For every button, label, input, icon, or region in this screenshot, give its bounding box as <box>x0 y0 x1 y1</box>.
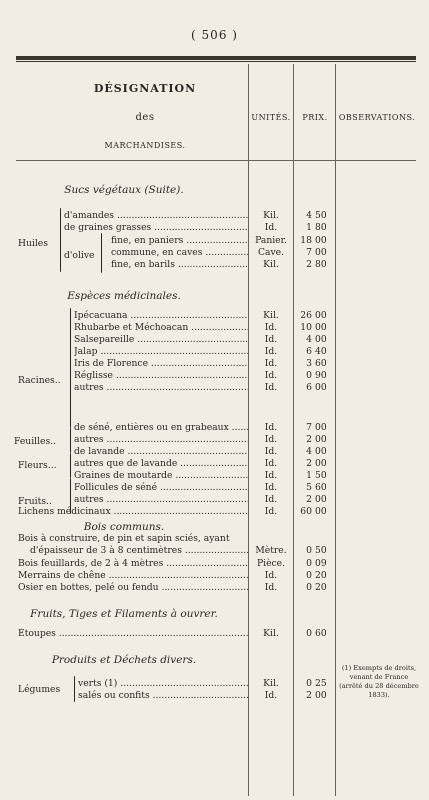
price-centimes: 90 <box>315 370 327 381</box>
row-unit: Id. <box>264 422 278 433</box>
row-unit: Id. <box>264 494 278 505</box>
row-unit: Id. <box>264 370 278 381</box>
table-row <box>0 259 429 271</box>
header-unites: UNITÉS. <box>251 113 291 122</box>
table-row <box>0 235 429 247</box>
header-marchandises: MARCHANDISES. <box>104 141 186 150</box>
price-francs: 0 <box>306 370 312 381</box>
row-name: autres que de lavande ..... <box>74 458 248 470</box>
price-francs: 0 <box>306 628 312 639</box>
row-name: salés ou confits ..... <box>78 690 248 702</box>
price-centimes: 60 <box>315 482 327 493</box>
table-row <box>0 247 429 259</box>
price-centimes: 00 <box>315 382 327 393</box>
price-centimes: 00 <box>315 458 327 469</box>
row-unit: Id. <box>264 482 278 493</box>
header-observations: OBSERVATIONS. <box>338 113 416 122</box>
price-centimes: 00 <box>315 422 327 433</box>
page-number: ( 506 ) <box>191 28 238 42</box>
row-unit: Kil. <box>263 310 279 321</box>
group-label-legumes: Légumes <box>18 684 61 695</box>
table-row <box>0 446 429 458</box>
table-row <box>0 358 429 370</box>
row-unit: Id. <box>264 446 278 457</box>
price-francs: 2 <box>306 458 312 469</box>
price-francs: 18 <box>300 235 312 246</box>
row-unit: Id. <box>264 334 278 345</box>
price-centimes: 50 <box>315 470 327 481</box>
row-name: d'épaisseur de 3 à 8 centimètres ..... <box>30 545 248 557</box>
price-centimes: 00 <box>315 446 327 457</box>
row-name: de lavande ..... <box>74 446 248 458</box>
price-centimes: 20 <box>315 582 327 593</box>
table-row <box>0 370 429 382</box>
row-unit: Id. <box>264 506 278 517</box>
section-fruits-tiges: Fruits, Tiges et Filaments à ouvrer. <box>30 608 218 620</box>
price-francs: 2 <box>306 434 312 445</box>
row-unit: Mètre. <box>255 545 287 556</box>
group-label-racines: Racines.. <box>18 375 61 386</box>
row-unit: Panier. <box>255 235 287 246</box>
price-francs: 4 <box>306 334 312 345</box>
row-name: autres ..... <box>74 382 248 394</box>
row-unit: Id. <box>264 582 278 593</box>
price-centimes: 80 <box>315 259 327 270</box>
row-name: autres ..... <box>74 434 248 446</box>
group-label-dolive: d'olive <box>64 250 95 261</box>
table-row <box>0 482 429 494</box>
group-label-fruits: Fruits.. <box>18 496 52 507</box>
table-row <box>0 690 429 702</box>
section-sucs-vegetaux: Sucs végétaux (Suite). <box>64 184 184 196</box>
table-row <box>0 494 429 506</box>
row-unit: Id. <box>264 358 278 369</box>
price-francs: 60 <box>300 506 312 517</box>
header-designation: DÉSIGNATION <box>93 82 197 95</box>
row-name: autres ..... <box>74 494 248 506</box>
row-name: Rhubarbe et Méchoacan ..... <box>74 322 248 334</box>
price-francs: 26 <box>300 310 312 321</box>
price-francs: 10 <box>300 322 312 333</box>
price-francs: 0 <box>306 558 312 569</box>
row-name: Lichens médicinaux ..... <box>18 506 248 518</box>
group-label-fleurs: Fleurs... <box>18 460 57 471</box>
table-row <box>0 582 429 594</box>
price-centimes: 00 <box>315 690 327 701</box>
group-label-huiles: Huiles <box>18 238 48 249</box>
table-row <box>0 210 429 222</box>
header-des: des <box>135 112 155 123</box>
section-especes-medicinales: Espèces médicinales. <box>67 290 181 302</box>
header-thin-rule <box>16 61 416 62</box>
row-unit: Id. <box>264 470 278 481</box>
row-name: de séné, entières ou en grabeaux ..... <box>74 422 248 434</box>
price-centimes: 00 <box>315 310 327 321</box>
row-name: Étoupes ..... <box>18 628 248 640</box>
group-label-feuilles: Feuilles.. <box>14 436 57 447</box>
price-centimes: 25 <box>315 678 327 689</box>
price-francs: 6 <box>306 382 312 393</box>
price-francs: 6 <box>306 346 312 357</box>
table-row <box>0 458 429 470</box>
price-francs: 7 <box>306 247 312 258</box>
price-francs: 0 <box>306 678 312 689</box>
row-unit: Id. <box>264 322 278 333</box>
row-unit: Kil. <box>263 678 279 689</box>
price-francs: 0 <box>306 545 312 556</box>
row-unit: Kil. <box>263 259 279 270</box>
section-bois-communs: Bois communs. <box>83 521 165 533</box>
row-name: Iris de Florence ..... <box>74 358 248 370</box>
table-row <box>0 346 429 358</box>
price-centimes: 00 <box>315 494 327 505</box>
price-centimes: 80 <box>315 222 327 233</box>
price-centimes: 50 <box>315 545 327 556</box>
price-centimes: 09 <box>315 558 327 569</box>
row-name: fine, en paniers ..... <box>111 235 248 247</box>
row-name: commune, en caves ..... <box>111 247 248 259</box>
row-unit: Kil. <box>263 628 279 639</box>
row-name: Osier en bottes, pelé ou fendu ..... <box>18 582 248 594</box>
table-row <box>0 545 429 557</box>
price-centimes: 40 <box>315 346 327 357</box>
table-row <box>0 470 429 482</box>
price-francs: 2 <box>306 494 312 505</box>
row-unit: Id. <box>264 382 278 393</box>
row-unit: Id. <box>264 458 278 469</box>
price-centimes: 20 <box>315 570 327 581</box>
row-unit: Cave. <box>257 247 285 258</box>
price-centimes: 00 <box>315 506 327 517</box>
price-centimes: 00 <box>315 434 327 445</box>
table-row <box>0 628 429 640</box>
row-name: Ipécacuana ..... <box>74 310 248 322</box>
row-unit: Id. <box>264 690 278 701</box>
table-row <box>0 506 429 518</box>
price-centimes: 00 <box>315 235 327 246</box>
table-row <box>0 222 429 234</box>
row-unit: Id. <box>264 222 278 233</box>
row-unit: Id. <box>264 570 278 581</box>
table-row <box>0 422 429 434</box>
table-row <box>0 322 429 334</box>
row-unit: Id. <box>264 346 278 357</box>
section-produits-dechets: Produits et Déchets divers. <box>51 654 197 666</box>
row-name: Bois feuillards, de 2 à 4 mètres ..... <box>18 558 248 570</box>
price-francs: 1 <box>306 222 312 233</box>
price-francs: 4 <box>306 446 312 457</box>
price-francs: 3 <box>306 358 312 369</box>
price-francs: 0 <box>306 570 312 581</box>
table-row <box>0 334 429 346</box>
row-name: fine, en barils ..... <box>111 259 248 271</box>
row-name: Salsepareille ..... <box>74 334 248 346</box>
row-unit: Pièce. <box>256 558 286 569</box>
row-name: Follicules de séné ..... <box>74 482 248 494</box>
row-unit: Kil. <box>263 210 279 221</box>
price-francs: 2 <box>306 259 312 270</box>
price-centimes: 50 <box>315 210 327 221</box>
row-name: Réglisse ..... <box>74 370 248 382</box>
price-centimes: 60 <box>315 358 327 369</box>
header-prix: PRIX. <box>302 113 328 122</box>
table-row <box>0 310 429 322</box>
price-francs: 5 <box>306 482 312 493</box>
header-bottom-rule <box>16 160 416 161</box>
table-row <box>0 570 429 582</box>
footnote-legumes: (1) Exempts de droits, venant de France (arrêté du 28 décembre 1833). <box>339 664 419 699</box>
row-name: Merrains de chêne ..... <box>18 570 248 582</box>
price-francs: 7 <box>306 422 312 433</box>
row-name: Graines de moutarde ..... <box>74 470 248 482</box>
table-row <box>0 382 429 394</box>
row-name: verts (1) ..... <box>78 678 248 690</box>
row-unit: Id. <box>264 434 278 445</box>
price-francs: 0 <box>306 582 312 593</box>
price-centimes: 00 <box>315 247 327 258</box>
row-name: de graines grasses ..... <box>64 222 248 234</box>
header-thick-rule <box>16 56 416 60</box>
price-centimes: 00 <box>315 334 327 345</box>
price-francs: 1 <box>306 470 312 481</box>
price-francs: 4 <box>306 210 312 221</box>
table-row <box>0 434 429 446</box>
row-name: Jalap ..... <box>74 346 248 358</box>
price-centimes: 00 <box>315 322 327 333</box>
price-centimes: 60 <box>315 628 327 639</box>
table-row <box>0 558 429 570</box>
table-row <box>0 678 429 690</box>
price-francs: 2 <box>306 690 312 701</box>
bois-construire-line1: Bois à construire, de pin et sapin sciés, ayant <box>18 533 230 544</box>
row-name: d'amandes ..... <box>64 210 248 222</box>
